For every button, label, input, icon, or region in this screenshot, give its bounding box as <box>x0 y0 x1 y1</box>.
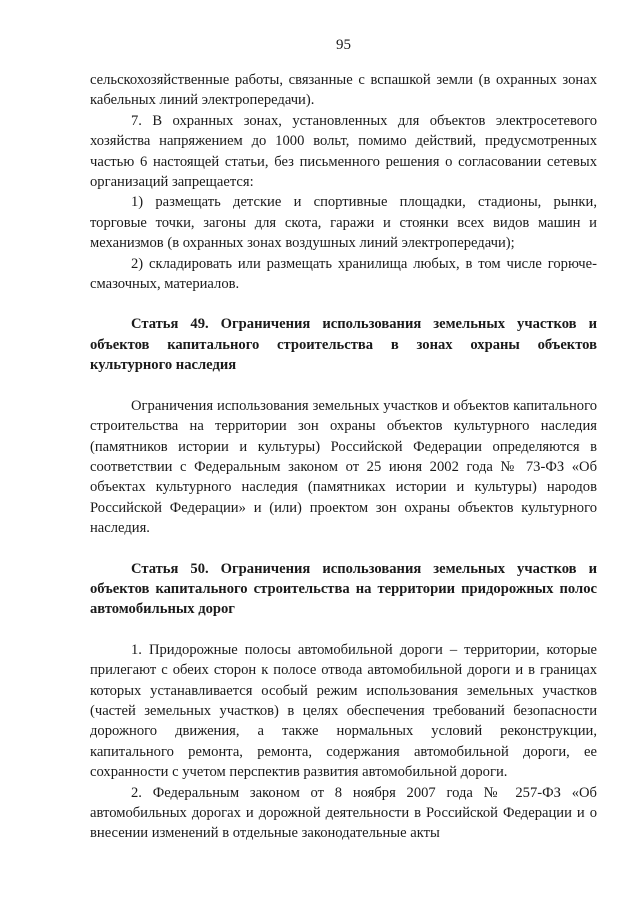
paragraph-subitem-2: 2) складировать или размещать хранилища любых, в том числе горюче-смазочных, материалов. <box>90 255 597 293</box>
article-49-paragraph: Ограничения использования земельных участков и объектов капитального строительства на территории зон охраны объектов культурного наследия (памятников истории и культуры) Российской Федерации определяются в соответствии с Федеральным законом от 25 июня 2002 года № 73-ФЗ «Об объектах культурного наследия (памятниках истории и культуры) народов Российской Федерации» и (или) проектом зон охраны объектов культурного наследия. <box>90 397 597 537</box>
article-50-heading: Статья 50. Ограничения использования земельных участков и объектов капитального строительства на территории придорожных полос автомобильных дорог <box>90 560 597 618</box>
document-page <box>90 0 597 905</box>
paragraph-item-7: 7. В охранных зонах, установленных для объектов электросетевого хозяйства напряжением до 1000 вольт, помимо действий, предусмотренных частью 6 настоящей статьи, без письменного решения о согласовании сетевых организаций запрещается: <box>90 112 597 191</box>
article-49-heading: Статья 49. Ограничения использования земельных участков и объектов капитального строительства в зонах охраны объектов культурного наследия <box>90 316 597 374</box>
article-50-paragraph-2: 2. Федеральным законом от 8 ноября 2007 года № 257-ФЗ «Об автомобильных дорогах и дорожной деятельности в Российской Федерации и о внесении изменений в отдельные законодательные акты <box>90 784 597 842</box>
paragraph-continuation: сельскохозяйственные работы, связанные с вспашкой земли (в охранных зонах кабельных линий электропередачи). <box>90 72 597 109</box>
article-50-paragraph-1: 1. Придорожные полосы автомобильной дороги – территории, которые прилегают с обеих сторон к полосе отвода автомобильной дороги и в границах которых устанавливается особый режим использования земельных участков (частей земельных участков) в целях обеспечения требований безопасности дорожного движения, а также нормальных условий реконструкции, капитального ремонта, ремонта, содержания автомобильной дороги, ее сохранности с учетом перспектив развития автомобильной дороги. <box>90 641 597 781</box>
page-content <box>90 70 597 844</box>
page-number: 95 <box>336 37 351 53</box>
paragraph-subitem-1: 1) размещать детские и спортивные площадки, стадионы, рынки, торговые точки, загоны для скота, гаражи и стоянки всех видов машин и механизмов (в охранных зонах воздушных линий электропередачи); <box>90 194 597 252</box>
